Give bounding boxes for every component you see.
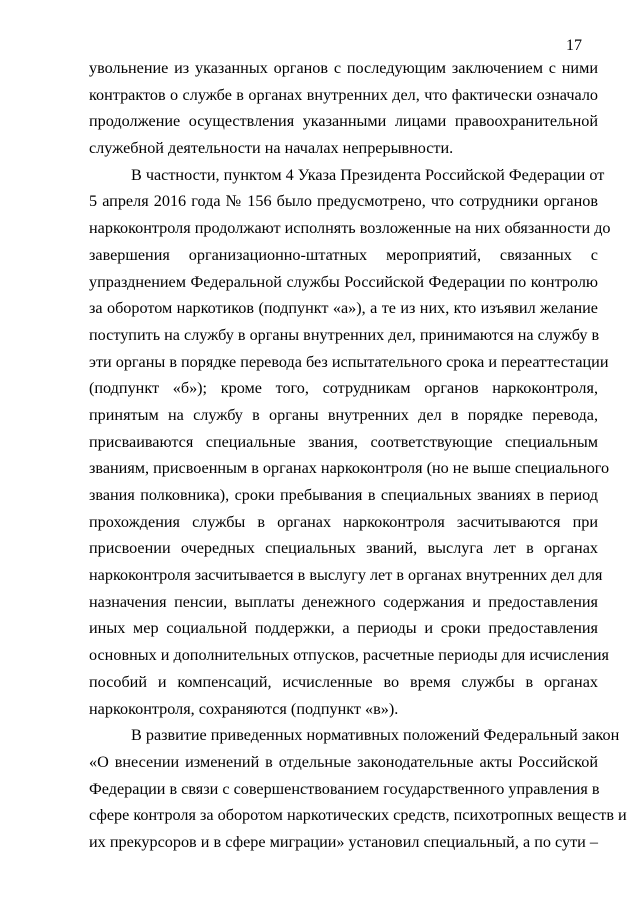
- text-line: продолжение осуществления указанными лицами правоохранительной: [89, 112, 598, 131]
- text-line: сфере контроля за оборотом наркотических средств, психотропных веществ и: [89, 806, 627, 825]
- text-line: эти органы в порядке перевода без испытательного срока и переаттестации: [89, 352, 609, 371]
- text-line: пособий и компенсаций, исчисленные во время службы в органах: [89, 672, 598, 691]
- text-line: звания полковника), сроки пребывания в специальных званиях в период: [89, 486, 598, 504]
- text-line: В развитие приведенных нормативных положений Федеральный закон: [131, 726, 620, 745]
- text-line: служебной деятельности на началах непрерывности.: [89, 139, 454, 158]
- text-line: увольнение из указанных органов с последующим заключением с ними: [89, 59, 598, 77]
- paragraph-continuation: [89, 55, 598, 162]
- text-line: иных мер социальной поддержки, а периоды и сроки предоставления: [89, 619, 598, 638]
- text-line: наркоконтроля, сохраняются (подпункт «в»).: [89, 699, 399, 718]
- text-line: В частности, пунктом 4 Указа Президента Российской Федерации от: [131, 165, 605, 184]
- text-line: назначения пенсии, выплаты денежного содержания и предоставления: [89, 592, 598, 611]
- text-line: званиям, присвоенным в органах наркоконтроля (но не выше специального: [89, 459, 610, 478]
- page-number: 17: [566, 37, 582, 54]
- text-line: наркоконтроля продолжают исполнять возложенные на них обязанности до: [89, 219, 611, 238]
- text-line: контрактов о службе в органах внутренних дел, что фактически означало: [89, 85, 598, 104]
- text-line: Федерации в связи с совершенствованием государственного управления в: [89, 779, 600, 798]
- text-line: основных и дополнительных отпусков, расчетные периоды для исчисления: [89, 646, 609, 665]
- text-line: присвоении очередных специальных званий, выслуга лет в органах: [89, 539, 598, 558]
- text-line: 5 апреля 2016 года № 156 было предусмотрено, что сотрудники органов: [89, 192, 598, 211]
- text-line: завершения организационно-штатных мероприятий, связанных с: [89, 245, 598, 264]
- document-body: [89, 55, 627, 856]
- text-line: прохождения службы в органах наркоконтроля засчитываются при: [89, 512, 598, 531]
- text-line: (подпункт «б»); кроме того, сотрудникам органов наркоконтроля,: [89, 379, 598, 398]
- text-line: их прекурсоров и в сфере миграции» установил специальный, а по сути –: [89, 832, 598, 851]
- text-line: упразднением Федеральной службы Российской Федерации по контролю: [89, 272, 598, 291]
- text-line: «О внесении изменений в отдельные законодательные акты Российской: [89, 752, 598, 771]
- text-line: за оборотом наркотиков (подпункт «а»), а те из них, кто изъявил желание: [89, 299, 598, 318]
- paragraph-federal-law: [89, 722, 627, 855]
- text-line: присваиваются специальные звания, соответствующие специальным: [89, 432, 598, 451]
- text-line: поступить на службу в органы внутренних дел, принимаются на службу в: [89, 325, 600, 344]
- text-line: принятым на службу в органы внутренних дел в порядке перевода,: [89, 405, 598, 424]
- paragraph-decree: [89, 162, 611, 722]
- text-line: наркоконтроля засчитывается в выслугу лет в органах внутренних дел для: [89, 566, 603, 585]
